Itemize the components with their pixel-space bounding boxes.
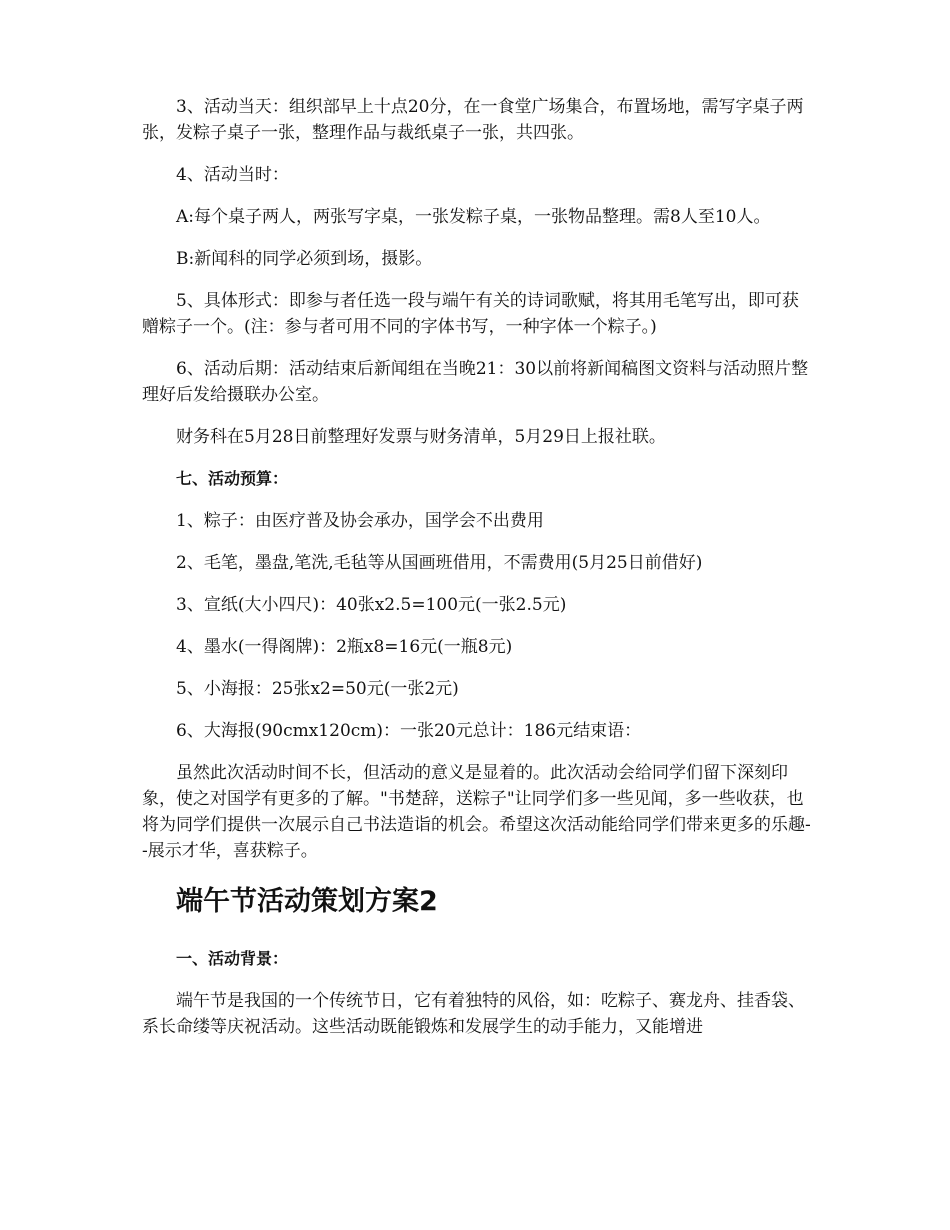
- budget-heading: 七、活动预算：: [176, 469, 289, 488]
- paragraph-post-activity: 6、活动后期：活动结束后新闻组在当晚21：30以前将新闻稿图文资料与活动照片整理好后发给摄联办公室。: [142, 359, 809, 405]
- budget-item: 3、宣纸(大小四尺)：40张x2.5=100元(一张2.5元): [176, 595, 567, 615]
- paragraph-activity-day: 3、活动当天：组织部早上十点20分，在一食堂广场集合，布置场地，需写字桌子两张，发粽子桌子一张，整理作品与裁纸桌子一张，共四张。: [142, 97, 804, 143]
- budget-item: 4、墨水(一得阁牌)：2瓶x8=16元(一瓶8元): [176, 637, 513, 657]
- budget-item: 1、粽子：由医疗普及协会承办，国学会不出费用: [176, 511, 544, 531]
- paragraph-activity-time: 4、活动当时：: [176, 165, 289, 185]
- background-paragraph: 端午节是我国的一个传统节日，它有着独特的风俗，如：吃粽子、赛龙舟、挂香袋、系长命缕等庆祝活动。这些活动既能锻炼和发展学生的动手能力，又能增进: [142, 991, 805, 1037]
- paragraph-item-a: A:每个桌子两人，两张写字桌，一张发粽子桌，一张物品整理。需8人至10人。: [176, 207, 771, 227]
- budget-item: 5、小海报：25张x2=50元(一张2元): [176, 679, 459, 699]
- paragraph-finance: 财务科在5月28日前整理好发票与财务清单，5月29日上报社联。: [176, 427, 666, 447]
- budget-item: 2、毛笔，墨盘,笔洗,毛毡等从国画班借用，不需费用(5月25日前借好): [176, 553, 703, 573]
- section-title: 端午节活动策划方案2: [176, 886, 438, 917]
- budget-item: 6、大海报(90cmx120cm)：一张20元总计：186元结束语：: [176, 721, 642, 741]
- paragraph-specific-form: 5、具体形式：即参与者任选一段与端午有关的诗词歌赋，将其用毛笔写出，即可获赠粽子一个。(注：参与者可用不同的字体书写，一种字体一个粽子。): [142, 291, 799, 337]
- closing-paragraph: 虽然此次活动时间不长，但活动的意义是显着的。此次活动会给同学们留下深刻印象，使之对国学有更多的了解。"书楚辞，送粽子"让同学们多一些见闻，多一些收获，也将为同学们提供一次展示自己书法造诣的机会。希望这次活动能给同学们带来更多的乐趣--展示才华，喜获粽子。: [142, 763, 811, 861]
- background-heading: 一、活动背景：: [176, 949, 289, 968]
- document-page: [142, 94, 814, 1040]
- paragraph-item-b: B:新闻科的同学必须到场，摄影。: [176, 249, 433, 269]
